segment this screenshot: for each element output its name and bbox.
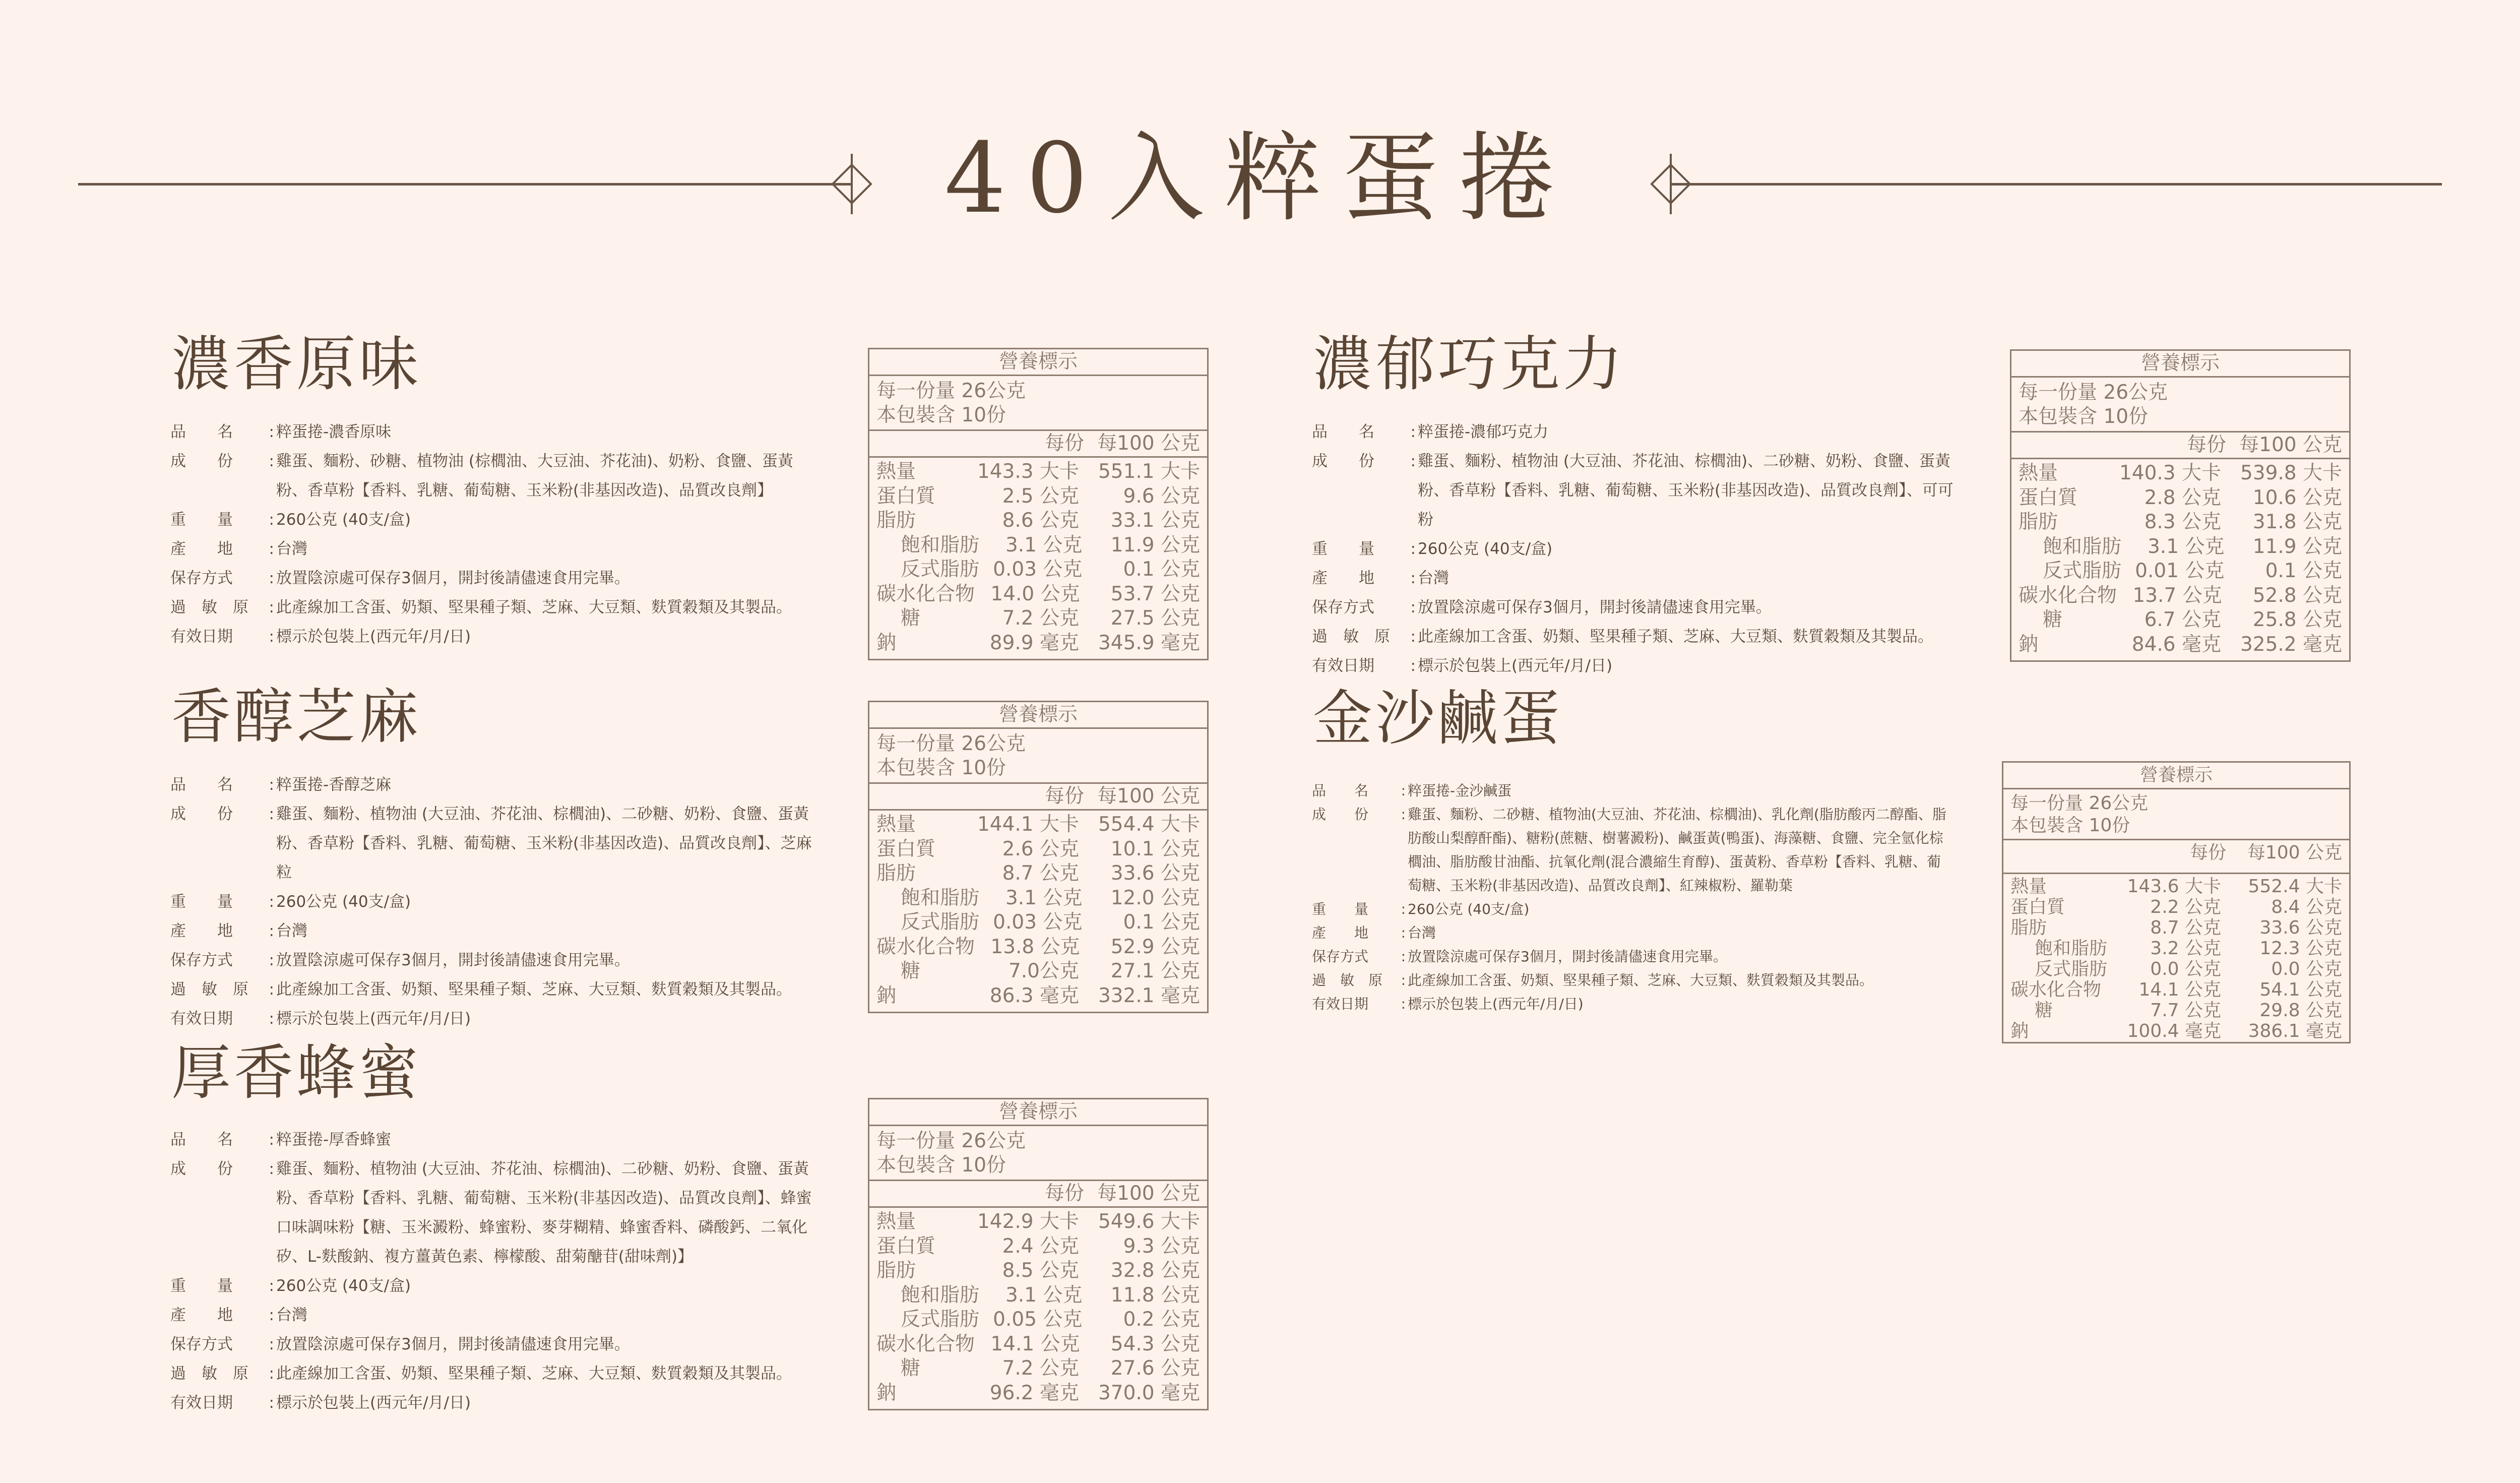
product-info: 品 名 : 粹蛋捲-金沙鹹蛋 成 份 : 雞蛋、麵粉、二砂糖、植物油(大豆油、芥花油、棕櫚油)、乳化劑(脂肪酸丙二醇酯、脂肪酸山梨醇酐酯)、糖粉(蔗糖、樹薯澱粉)、鹹蛋黃(鴨蛋)、海藻糖、食鹽、完全氫化棕櫚油、脂肪酸甘油酯、抗氧化劑(混合濃縮生育醇)、蛋黃粉、香草粉【香料、乳糖、葡萄糖、玉米粉(非基因改造)、品質改良劑】、紅辣椒粉、羅勒葉 重 量 : 260公克 (40支/盒) 產 地 : 台灣 保存方式 : 放置陰涼處可保存3個月，開封後請儘速食用完畢。 過 敏 原 : 此產線加工含蛋、奶類、堅果種子類、芝麻、大豆類、麩質穀類及其製品。 有效日期 : 標示於包裝上(西元年/月/日) (1312, 782, 1946, 1012)
product-info: 品 名 : 粹蛋捲-香醇芝麻 成 份 : 雞蛋、麵粉、植物油 (大豆油、芥花油、棕櫚油)、二砂糖、奶粉、食鹽、蛋黃粉、香草粉【香料、乳糖、葡萄糖、玉米粉(非基因改造)、品質改良劑】、芝麻粒 重 量 : 260公克 (40支/盒) 產 地 : 台灣 保存方式 : 放置陰涼處可保存3個月，開封後請儘速食用完畢。 過 敏 原 : 此產線加工含蛋、奶類、堅果種子類、芝麻、大豆類、麩質穀類及其製品。 有效日期 : 標示於包裝上(西元年/月/日) (170, 776, 812, 1028)
product-title: 濃香原味 (171, 329, 422, 399)
nutrition-box: 營養標示 每一份量 26公克 本包裝含 10份 每份 每100 公克 熱量 143.3 大卡 551.1 大卡 蛋白質 2.5 公克 9.6 公克 脂肪 8.6 公克 33.1 公克 飽和脂肪 3.1 公克 11.9 公克 反式脂肪 0.03 公克 0.1 公克 碳水化合物 14.0 公克 53.7 公克 糖 7.2 公克 27.5 公克 鈉 89.9 毫克 345.9 毫克 (868, 348, 1209, 660)
product-title: 香醇芝麻 (171, 682, 422, 752)
header-rule-right (1671, 183, 2442, 186)
nutrition-box: 營養標示 每一份量 26公克 本包裝含 10份 每份 每100 公克 熱量 142.9 大卡 549.6 大卡 蛋白質 2.4 公克 9.3 公克 脂肪 8.5 公克 32.8 公克 飽和脂肪 3.1 公克 11.8 公克 反式脂肪 0.05 公克 0.2 公克 碳水化合物 14.1 公克 54.3 公克 糖 7.2 公克 27.6 公克 鈉 96.2 毫克 370.0 毫克 (868, 1098, 1209, 1410)
product-title: 金沙鹹蛋 (1313, 684, 1563, 753)
nutrition-box: 營養標示 每一份量 26公克 本包裝含 10份 每份 每100 公克 熱量 143.6 大卡 552.4 大卡 蛋白質 2.2 公克 8.4 公克 脂肪 8.7 公克 33.6 公克 飽和脂肪 3.2 公克 12.3 公克 反式脂肪 0.0 公克 0.0 公克 碳水化合物 14.1 公克 54.1 公克 糖 7.7 公克 29.8 公克 鈉 100.4 毫克 386.1 毫克 (2002, 761, 2351, 1043)
product-info: 品 名 : 粹蛋捲-濃郁巧克力 成 份 : 雞蛋、麵粉、植物油 (大豆油、芥花油、棕櫚油)、二砂糖、奶粉、食鹽、蛋黃粉、香草粉【香料、乳糖、葡萄糖、玉米粉(非基因改造)、品質改良劑】、可可粉 重 量 : 260公克 (40支/盒) 產 地 : 台灣 保存方式 : 放置陰涼處可保存3個月，開封後請儘速食用完畢。 過 敏 原 : 此產線加工含蛋、奶類、堅果種子類、芝麻、大豆類、麩質穀類及其製品。 有效日期 : 標示於包裝上(西元年/月/日) (1312, 423, 1954, 675)
diamond-ornament-left-icon (822, 154, 882, 214)
page-title: 40入粹蛋捲 (944, 122, 1576, 235)
header-rule-left (78, 183, 852, 186)
nutrition-box: 營養標示 每一份量 26公克 本包裝含 10份 每份 每100 公克 熱量 144.1 大卡 554.4 大卡 蛋白質 2.6 公克 10.1 公克 脂肪 8.7 公克 33.6 公克 飽和脂肪 3.1 公克 12.0 公克 反式脂肪 0.03 公克 0.1 公克 碳水化合物 13.8 公克 52.9 公克 糖 7.0公克 27.1 公克 鈉 86.3 毫克 332.1 毫克 (868, 701, 1209, 1013)
product-info: 品 名 : 粹蛋捲-濃香原味 成 份 : 雞蛋、麵粉、砂糖、植物油 (棕櫚油、大豆油、芥花油)、奶粉、食鹽、蛋黃粉、香草粉【香料、乳糖、葡萄糖、玉米粉(非基因改造)、品質改良劑】 重 量 : 260公克 (40支/盒) 產 地 : 台灣 保存方式 : 放置陰涼處可保存3個月，開封後請儘速食用完畢。 過 敏 原 : 此產線加工含蛋、奶類、堅果種子類、芝麻、大豆類、麩質穀類及其製品。 有效日期 : 標示於包裝上(西元年/月/日) (170, 423, 794, 646)
product-title: 厚香蜂蜜 (171, 1038, 422, 1107)
product-title: 濃郁巧克力 (1313, 329, 1626, 399)
nutrition-box: 營養標示 每一份量 26公克 本包裝含 10份 每份 每100 公克 熱量 140.3 大卡 539.8 大卡 蛋白質 2.8 公克 10.6 公克 脂肪 8.3 公克 31.8 公克 飽和脂肪 3.1 公克 11.9 公克 反式脂肪 0.01 公克 0.1 公克 碳水化合物 13.7 公克 52.8 公克 糖 6.7 公克 25.8 公克 鈉 84.6 毫克 325.2 毫克 (2010, 349, 2351, 662)
product-info: 品 名 : 粹蛋捲-厚香蜂蜜 成 份 : 雞蛋、麵粉、植物油 (大豆油、芥花油、棕櫚油)、二砂糖、奶粉、食鹽、蛋黃粉、香草粉【香料、乳糖、葡萄糖、玉米粉(非基因改造)、品質改良劑】、蜂蜜口味調味粉【糖、玉米澱粉、蜂蜜粉、麥芽糊精、蜂蜜香料、磷酸鈣、二氧化矽、L-麩酸鈉、複方薑黃色素、檸檬酸、甜菊醣苷(甜味劑)】 重 量 : 260公克 (40支/盒) 產 地 : 台灣 保存方式 : 放置陰涼處可保存3個月，開封後請儘速食用完畢。 過 敏 原 : 此產線加工含蛋、奶類、堅果種子類、芝麻、大豆類、麩質穀類及其製品。 有效日期 : 標示於包裝上(西元年/月/日) (170, 1131, 812, 1412)
